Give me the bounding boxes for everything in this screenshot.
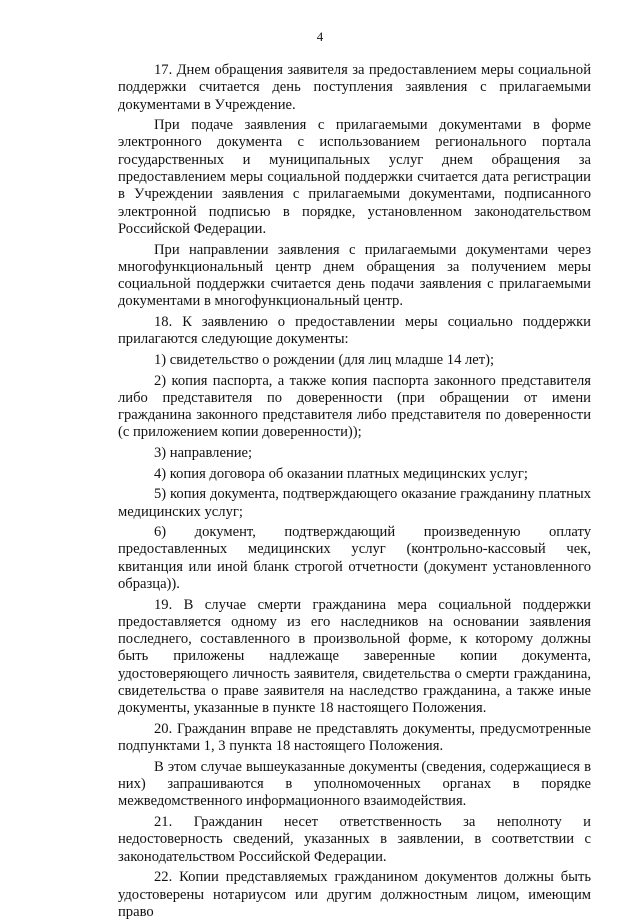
paragraph-21: 21. Гражданин несет ответственность за неполноту и недостоверность сведений, указанных в заявлении, в соответствии с законодательством Российской Федерации. [118, 814, 591, 865]
page-number: 4 [316, 29, 324, 44]
list-item-1: 1) свидетельство о рождении (для лиц младше 14 лет); [154, 351, 495, 368]
paragraph-18: 18. К заявлению о предоставлении меры социально поддержки прилагаются следующие документы: [118, 314, 591, 348]
list-item-3: 3) направление; [154, 445, 253, 462]
paragraph-20: 20. Гражданин вправе не представлять документы, предусмотренные подпунктами 1, 3 пункта 18 настоящего Положения. [118, 720, 591, 755]
list-item-2: 2) копия паспорта, а также копия паспорта законного представителя либо представителя по доверенности (при обращении от имени гражданина законного представителя либо представителя по доверенности (с приложением копии доверенности)); [118, 372, 591, 441]
paragraph-22: 22. Копии представляемых гражданином документов должны быть удостоверены нотариусом или другим должностным лицом, имеющим право [118, 869, 591, 920]
document-body [118, 62, 591, 924]
list-item-4: 4) копия договора об оказании платных медицинских услуг; [154, 465, 528, 482]
list-item-5: 5) копия документа, подтверждающего оказание гражданину платных медицинских услуг; [118, 486, 591, 520]
paragraph-mfc-submission: При направлении заявления с прилагаемыми документами через многофункциональный центр днем обращения за получением меры социальной поддержки считается день подачи заявления с прилагаемыми документами в многофункциональный центр. [118, 241, 591, 310]
paragraph-electronic-submission: При подаче заявления с прилагаемыми документами в форме электронного документа с использованием регионального портала государственных и муниципальных услуг днем обращения за предоставлением меры социальной поддержки считается дата регистрации в Учреждении заявления с прилагаемыми документами, подписанного электронной подписью в порядке, установленном законодательством Российской Федерации. [118, 117, 591, 237]
paragraph-17: 17. Днем обращения заявителя за предоставлением меры социальной поддержки считается день поступления заявления с прилагаемыми документами в Учреждение. [118, 62, 591, 113]
paragraph-interagency-request: В этом случае вышеуказанные документы (сведения, содержащиеся в них) запрашиваются в уполномоченных органах в порядке межведомственного информационного взаимодействия. [118, 758, 591, 810]
list-item-6: 6) документ, подтверждающий произведенную оплату предоставленных медицинских услуг (контрольно-кассовый чек, квитанция или иной бланк строгой отчетности (документ установленного образца)). [118, 524, 591, 592]
paragraph-19: 19. В случае смерти гражданина мера социальной поддержки предоставляется одному из его наследников на основании заявления последнего, составленного в произвольной форме, к которому должны быть приложены надлежаще заверенные копии документа, удостоверяющего личность заявителя, свидетельства о смерти гражданина, свидетельства о праве заявителя на наследство гражданина, а также иные документы, указанные в пункте 18 настоящего Положения. [118, 596, 591, 717]
